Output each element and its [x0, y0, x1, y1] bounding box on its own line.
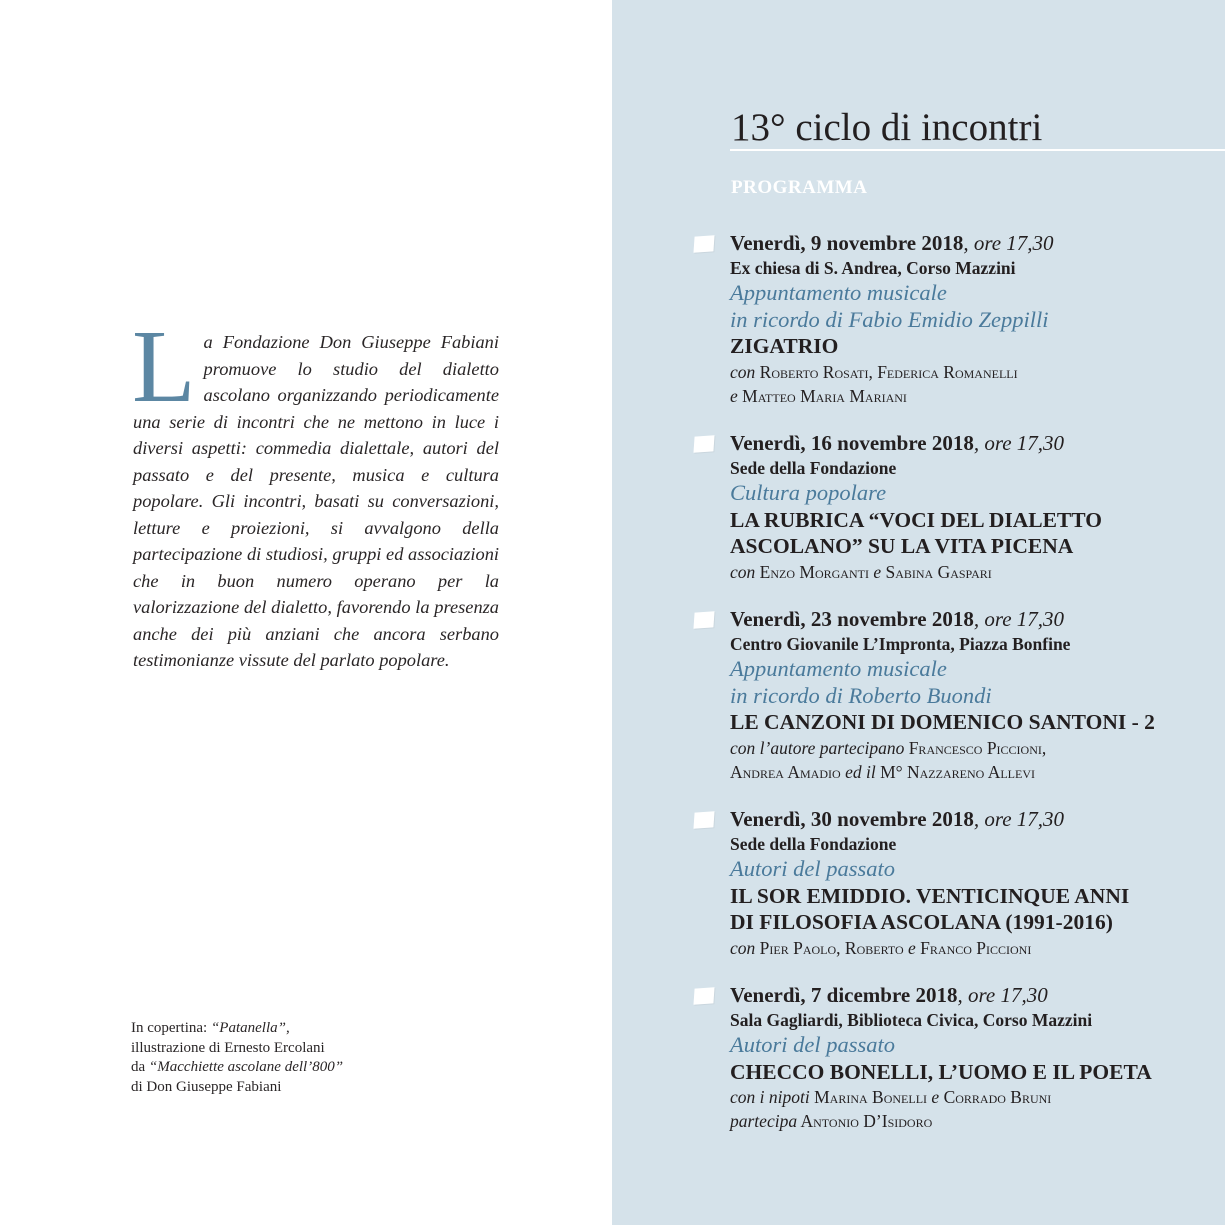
event-date-separator: ,: [973, 607, 985, 631]
event-people: [730, 1085, 1210, 1109]
event-date-separator: ,: [963, 231, 974, 255]
person-name: M° Nazzareno Allevi: [875, 761, 1035, 782]
bullet-icon: [693, 811, 714, 829]
person-name: Francesco Piccioni,: [904, 737, 1047, 758]
event-time: ore 17,30: [984, 607, 1065, 631]
event-date: Venerdì, 9 novembre 2018: [730, 231, 964, 255]
credits-line-4: di Don Giuseppe Fabiani: [131, 1078, 282, 1095]
people-connector: e: [908, 937, 916, 958]
event-item: [730, 230, 1210, 408]
person-name: Corrado Bruni: [939, 1087, 1052, 1107]
people-connector: con l’autore partecipano: [730, 737, 905, 758]
people-connector: ed il: [845, 761, 876, 782]
event-venue: Sede della Fondazione: [730, 834, 897, 854]
credits-line-3: [131, 1058, 451, 1078]
event-category: Appuntamento musicale: [730, 656, 947, 681]
left-panel: [0, 0, 612, 1225]
event-people: [730, 936, 1210, 960]
event-date-line: [730, 230, 1210, 256]
event-people: [730, 560, 1210, 584]
event-headline: DI FILOSOFIA ASCOLANA (1991-2016): [730, 910, 1113, 934]
people-connector: e: [873, 561, 882, 582]
person-name: Pier Paolo, Roberto: [755, 937, 909, 958]
event-venue: Centro Giovanile L’Impronta, Piazza Bonfine: [730, 634, 1071, 654]
event-headline: LA RUBRICA “VOCI DEL DIALETTO: [730, 507, 1102, 532]
event-date-separator: ,: [973, 431, 985, 455]
program-title: 13° ciclo di incontri: [731, 106, 1043, 149]
person-name: Sabina Gaspari: [881, 561, 992, 582]
intro-text: a Fondazione Don Giuseppe Fabiani promuove lo studio del dialetto ascolano organizzando periodicamente una serie di incontri che ne mettono in luce i diversi aspetti: commedia dialettale, autori del passato e del presente, musica e cultura popolare. Gli incontri, basati su conversazioni, letture e proiezioni, si avvalgono della partecipazione di studiosi, gruppi ed associazioni che in buon numero operano per la valorizzazione del dialetto, favorendo la presenza anche dei più anziani che ancora serbano testimonianze vissute del parlato popolare.: [133, 332, 499, 670]
event-item: [730, 430, 1210, 584]
cover-credits: [131, 1019, 451, 1097]
event-category: Autori del passato: [730, 856, 896, 881]
event-category: in ricordo di Fabio Emidio Zeppilli: [730, 306, 1049, 332]
event-headline: LE CANZONI DI DOMENICO SANTONI - 2: [730, 710, 1155, 734]
event-headline: IL SOR EMIDDIO. VENTICINQUE ANNI: [730, 883, 1130, 908]
event-date-separator: ,: [973, 807, 985, 831]
credits-comma: ,: [285, 1020, 290, 1036]
event-item: [730, 982, 1210, 1133]
credits-line-2: illustrazione di Ernesto Ercolani: [131, 1039, 325, 1056]
bullet-icon: [693, 435, 714, 453]
person-name: Marina Bonelli: [809, 1087, 932, 1107]
drop-cap: L: [132, 309, 196, 424]
event-date: Venerdì, 16 novembre 2018: [730, 431, 974, 455]
event-people: [730, 760, 1210, 784]
event-headline: ZIGATRIO: [730, 334, 839, 358]
event-date: Venerdì, 7 dicembre 2018: [730, 983, 958, 1007]
event-time: ore 17,30: [984, 431, 1065, 455]
event-venue: Sala Gagliardi, Biblioteca Civica, Corso Mazzini: [730, 1010, 1093, 1030]
event-category: Cultura popolare: [730, 480, 887, 505]
event-time: ore 17,30: [967, 983, 1048, 1007]
people-connector: con: [730, 937, 756, 958]
event-date: Venerdì, 23 novembre 2018: [730, 607, 974, 631]
event-venue: Ex chiesa di S. Andrea, Corso Mazzini: [730, 258, 1016, 278]
people-connector: e: [730, 385, 738, 406]
event-date-separator: ,: [957, 983, 968, 1007]
event-people: [730, 736, 1210, 760]
event-category: Appuntamento musicale: [730, 280, 947, 305]
event-venue: Sede della Fondazione: [730, 458, 897, 478]
event-headline: ASCOLANO” SU LA VITA PICENA: [730, 534, 1074, 558]
event-item: [730, 806, 1210, 960]
credits-prefix: In copertina:: [131, 1020, 211, 1036]
people-connector: e: [931, 1087, 940, 1107]
event-time: ore 17,30: [984, 807, 1065, 831]
event-headline: CHECCO BONELLI, L’UOMO E IL POETA: [730, 1059, 1152, 1084]
people-connector: con: [730, 561, 756, 582]
event-date-line: [730, 606, 1210, 632]
event-time: ore 17,30: [973, 231, 1054, 255]
bullet-icon: [693, 987, 714, 1005]
person-name: Matteo Maria Mariani: [737, 385, 907, 406]
event-category: in ricordo di Roberto Buondi: [730, 682, 992, 708]
event-category: Autori del passato: [730, 1032, 896, 1057]
event-date-line: [730, 982, 1210, 1008]
cover-title: “Patanella”: [210, 1020, 286, 1036]
title-rule: [730, 149, 1225, 151]
people-connector: partecipa: [730, 1111, 798, 1131]
people-connector: con i nipoti: [730, 1087, 810, 1107]
person-name: Antonio D’Isidoro: [797, 1111, 933, 1131]
credits-line-1: [131, 1019, 451, 1039]
event-people: [730, 1109, 1210, 1133]
book-title: “Macchiette ascolane dell’800”: [148, 1059, 344, 1075]
event-people: [730, 360, 1210, 384]
program-subtitle: PROGRAMMA: [731, 177, 868, 198]
person-name: Roberto Rosati, Federica Romanelli: [755, 361, 1018, 382]
person-name: Franco Piccioni: [915, 937, 1032, 958]
event-date: Venerdì, 30 novembre 2018: [730, 807, 974, 831]
person-name: Enzo Morganti: [755, 561, 874, 582]
people-connector: con: [730, 361, 756, 382]
event-date-line: [730, 430, 1210, 456]
event-date-line: [730, 806, 1210, 832]
event-item: [730, 606, 1210, 784]
event-people: [730, 384, 1210, 408]
person-name: Andrea Amadio: [730, 761, 846, 782]
bullet-icon: [693, 611, 714, 629]
intro-paragraph: [132, 309, 499, 674]
credits-da: da: [131, 1059, 149, 1075]
bullet-icon: [693, 235, 714, 253]
